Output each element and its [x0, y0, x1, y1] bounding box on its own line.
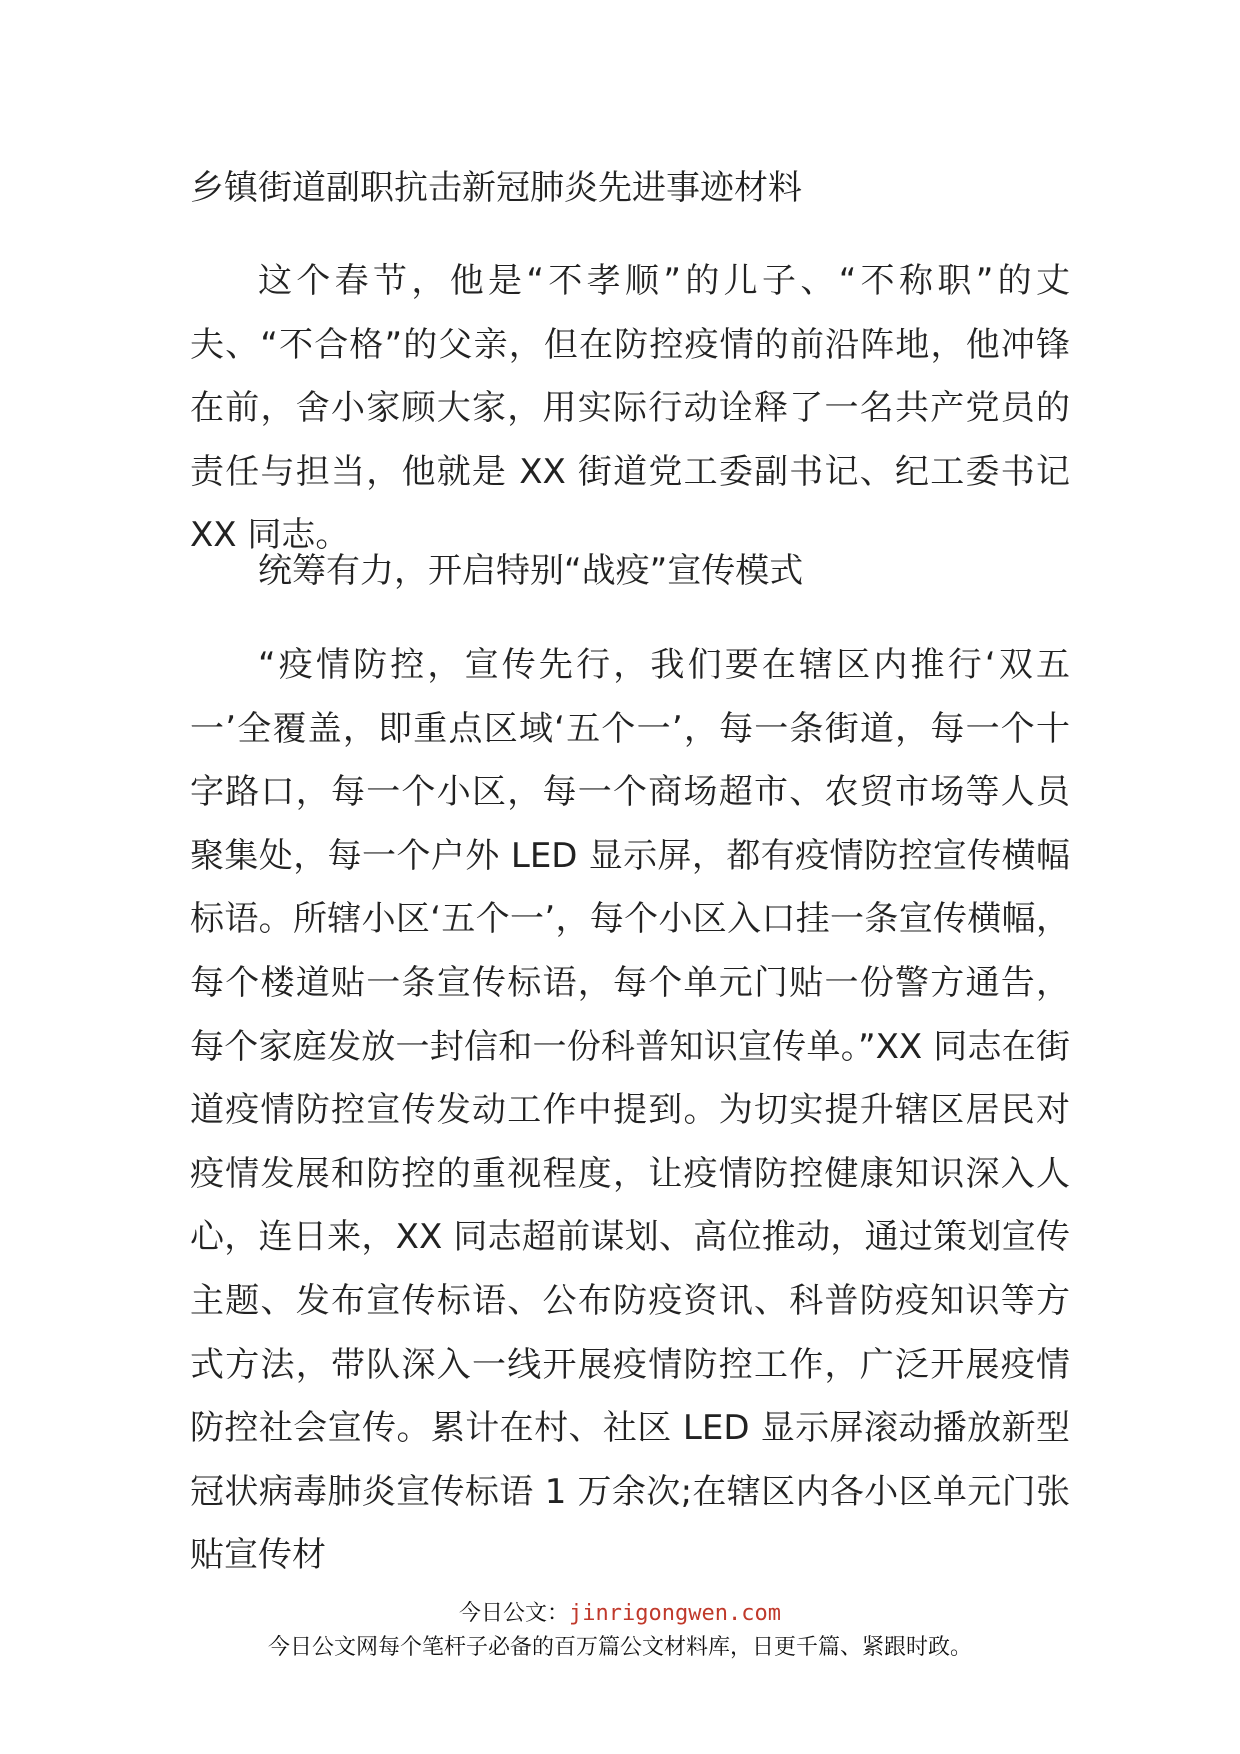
footer-site-line	[0, 1598, 1240, 1630]
section-heading: 统筹有力，开启特别“战疫”宣传模式	[258, 551, 804, 591]
footer-site-label: 今日公文：	[459, 1601, 570, 1626]
document-title: 乡镇街道副职抗击新冠肺炎先进事迹材料	[190, 168, 802, 208]
body-paragraph: 这个春节，他是“不孝顺”的儿子、“不称职”的丈夫、“不合格”的父亲，但在防控疫情的前沿阵地，他冲锋在前，舍小家顾大家，用实际行动诠释了一名共产党员的责任与担当，他就是 XX 街道党工委副书记、纪工委书记 XX 同志。	[190, 261, 1070, 556]
footer-slogan: 今日公文网每个笔杆子必备的百万篇公文材料库，日更千篇、紧跟时政。	[267, 1635, 972, 1660]
footer-site-link[interactable]: jinrigongwen.com	[569, 1601, 781, 1626]
body-paragraph: “疫情防控，宣传先行，我们要在辖区内推行‘双五一’全覆盖，即重点区域‘五个一’，每一条街道，每一个十字路口，每一个小区，每一个商场超市、农贸市场等人员聚集处，每一个户外 LED 显示屏，都有疫情防控宣传横幅标语。所辖小区‘五个一’，每个小区入口挂一条宣传横幅，每个楼道贴一条宣传标语，每个单元门贴一份警方通告，每个家庭发放一封信和一份科普知识宣传单。”XX 同志在街道疫情防控宣传发动工作中提到。为切实提升辖区居民对疫情发展和防控的重视程度，让疫情防控健康知识深入人心，连日来，XX 同志超前谋划、高位推动，通过策划宣传主题、发布宣传标语、公布防疫资讯、科普防疫知识等方式方法，带队深入一线开展疫情防控工作，广泛开展疫情防控社会宣传。累计在村、社区 LED 显示屏滚动播放新型冠状病毒肺炎宣传标语 1 万余次;在辖区内各小区单元门张贴宣传材	[190, 645, 1070, 1576]
